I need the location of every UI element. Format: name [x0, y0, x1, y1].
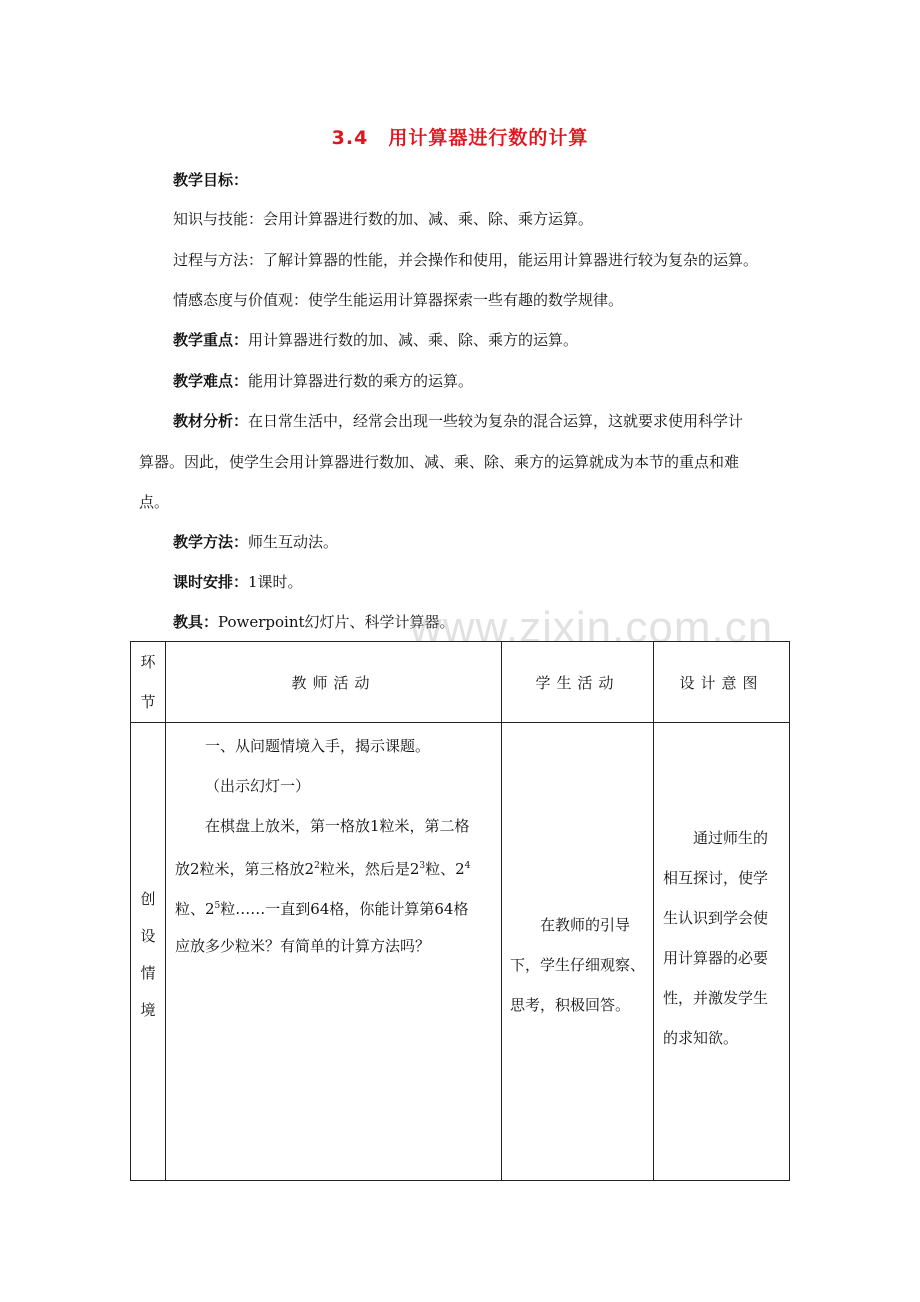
teacher-line: 一、从问题情境入手，揭示课题。 — [205, 737, 431, 755]
method — [173, 531, 338, 553]
tools-text: Powerpoint幻灯片、科学计算器。 — [218, 613, 455, 631]
intent-line: 相互探讨，使学 — [663, 868, 769, 887]
lesson-plan-table — [130, 641, 790, 1181]
intent-line: 性，并激发学生 — [663, 988, 769, 1007]
analysis — [173, 410, 743, 432]
schedule — [173, 571, 303, 593]
tools-label: 教具： — [173, 613, 219, 631]
teacher-text: 粒、2 — [425, 860, 465, 878]
student-line: 在教师的引导 — [540, 915, 631, 934]
student-line: 下，学生仔细观察、 — [510, 955, 646, 974]
teacher-text: 粒……一直到64格，你能计算第64格 — [220, 900, 469, 918]
exponent: 4 — [464, 861, 471, 871]
teacher-text: 粒、2 — [175, 900, 215, 918]
objectives-heading: 教学目标： — [173, 171, 249, 189]
row-env — [131, 723, 166, 1181]
teacher-text: 粒米，然后是2 — [319, 860, 420, 878]
env-char: 情 — [140, 963, 156, 982]
env-char: 设 — [140, 926, 156, 945]
difficulty — [173, 370, 473, 392]
env-char: 创 — [140, 889, 156, 908]
method-label: 教学方法： — [173, 533, 249, 551]
objective-knowledge: 知识与技能：会用计算器进行数的加、减、乘、除、乘方运算。 — [173, 210, 594, 228]
student-line: 思考，积极回答。 — [510, 995, 631, 1014]
analysis-line3: 点。 — [139, 493, 170, 511]
objective-process: 过程与方法：了解计算器的性能，并会操作和使用，能运用计算器进行较为复杂的运算。 — [173, 251, 759, 269]
header-student: 学生活动 — [502, 642, 654, 723]
teacher-line — [175, 855, 501, 895]
header-env — [131, 642, 166, 723]
key-points-label: 教学重点： — [173, 331, 249, 349]
exponent: 2 — [314, 861, 320, 871]
intent-line: 的求知欲。 — [663, 1028, 739, 1047]
objective-emotion: 情感态度与价值观：使学生能运用计算器探索一些有趣的数学规律。 — [173, 291, 624, 309]
exponent: 3 — [419, 861, 426, 871]
header-intent: 设计意图 — [654, 642, 790, 723]
row-teacher — [166, 723, 502, 1181]
table-header-row — [131, 642, 790, 723]
key-points — [173, 329, 578, 351]
teacher-line: 在棋盘上放米，第一格放1粒米，第二格 — [205, 817, 470, 835]
row-student — [502, 723, 654, 1181]
intent-line: 生认识到学会使 — [663, 908, 769, 927]
header-teacher: 教师活动 — [166, 642, 502, 723]
method-text: 师生互动法。 — [248, 533, 339, 551]
key-points-text: 用计算器进行数的加、减、乘、除、乘方的运算。 — [248, 331, 579, 349]
watermark: www.zixin.com.cn — [410, 603, 774, 652]
env-char: 境 — [140, 1000, 156, 1019]
schedule-label: 课时安排： — [173, 573, 249, 591]
schedule-text: 1课时。 — [248, 573, 303, 591]
analysis-line2: 算器。因此，使学生会用计算器进行数加、减、乘、除、乘方的运算就成为本节的重点和难 — [139, 453, 740, 471]
row-intent — [654, 723, 790, 1181]
analysis-line1: 在日常生活中，经常会出现一些较为复杂的混合运算，这就要求使用科学计 — [248, 412, 744, 430]
intent-line: 用计算器的必要 — [663, 948, 769, 967]
teacher-line: 应放多少粒米？有简单的计算方法吗？ — [175, 937, 431, 955]
intent-line: 通过师生的 — [693, 828, 769, 847]
difficulty-text: 能用计算器进行数的乘方的运算。 — [248, 372, 474, 390]
table-row — [131, 723, 790, 1181]
teacher-line — [175, 895, 501, 935]
teacher-text: 放2粒米，第三格放2 — [175, 860, 315, 878]
teacher-line: （出示幻灯一） — [205, 777, 311, 795]
difficulty-label: 教学难点： — [173, 372, 249, 390]
header-env-line1: 环 — [140, 653, 156, 671]
analysis-label: 教材分析： — [173, 412, 249, 430]
header-env-line2: 节 — [140, 693, 156, 711]
page-title: 3.4 用计算器进行数的计算 — [331, 127, 589, 149]
exponent: 5 — [214, 901, 221, 911]
